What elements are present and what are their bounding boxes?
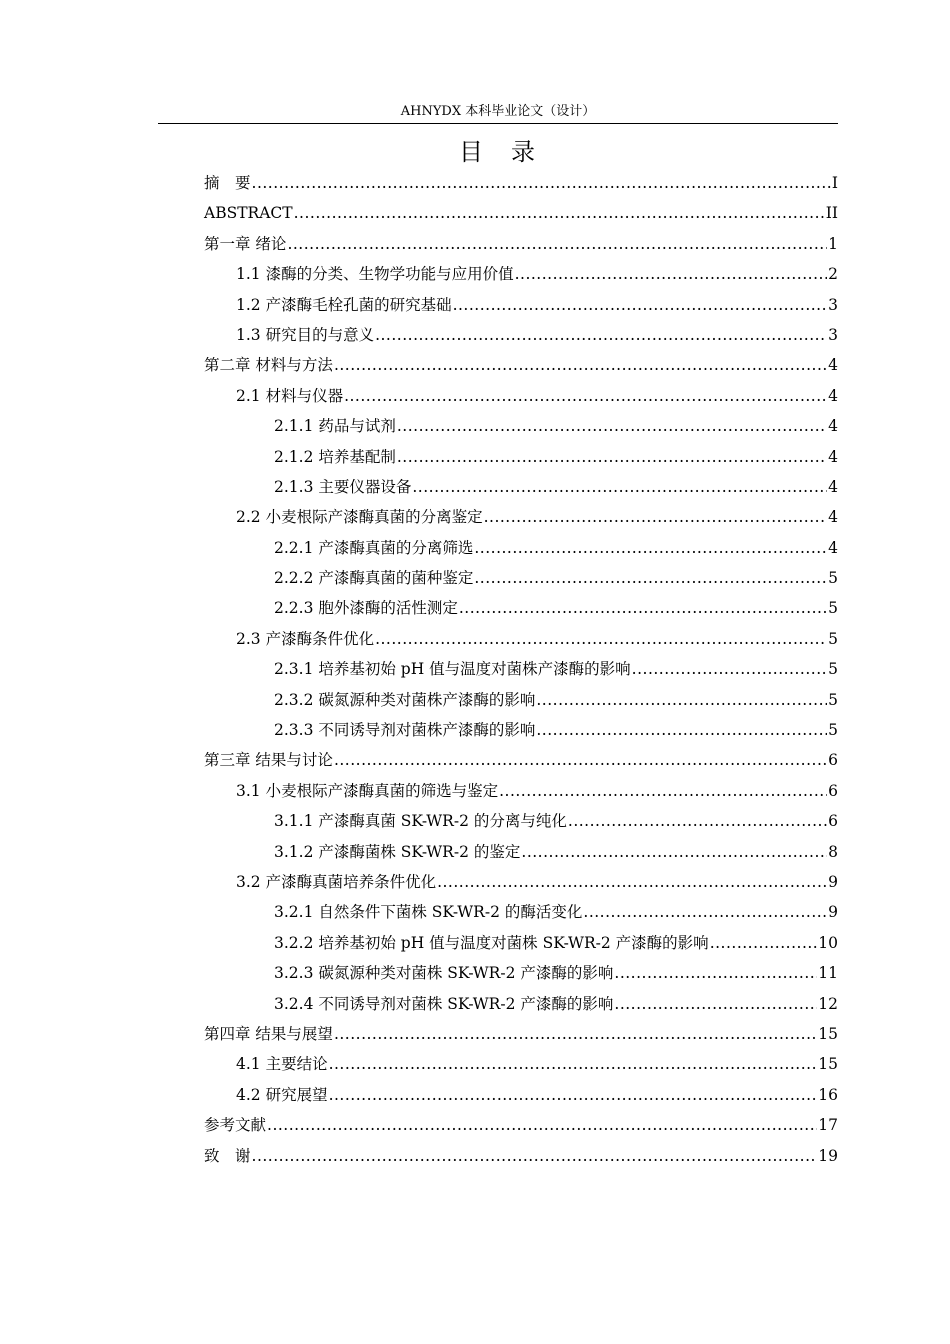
toc-entry-title: 2.1.3 主要仪器设备 [274,477,412,496]
toc-dot-leader [515,259,828,289]
toc-dot-leader [397,411,827,441]
toc-dot-leader [437,867,827,897]
toc-dot-leader [459,593,827,623]
toc-dot-leader [329,1080,818,1110]
toc-entry-page-number: 19 [818,1146,838,1165]
toc-dot-leader [334,350,827,380]
toc-entry[interactable] [204,381,838,411]
toc-entry-page-number: 15 [818,1055,838,1074]
toc-entry-title: 3.1.1 产漆酶真菌 SK-WR-2 的分离与纯化 [274,812,567,831]
toc-entry[interactable] [204,685,838,715]
toc-entry-page-number: 5 [828,690,838,709]
toc-dot-leader [267,1110,817,1140]
toc-entry-title: 第二章 材料与方法 [204,356,333,375]
toc-entry-title: 4.2 研究展望 [236,1085,328,1104]
toc-entry[interactable] [204,229,838,259]
header-divider [158,123,838,124]
toc-entry-page-number: 4 [828,356,838,375]
toc-dot-leader [536,685,827,715]
toc-entry[interactable] [204,989,838,1019]
toc-entry-page-number: 5 [828,660,838,679]
toc-dot-leader [294,198,825,228]
table-of-contents [204,168,838,1171]
toc-entry[interactable] [204,442,838,472]
toc-entry[interactable] [204,745,838,775]
toc-entry[interactable] [204,1110,838,1140]
toc-entry[interactable] [204,624,838,654]
toc-entry-page-number: 5 [828,599,838,618]
toc-entry-title: 3.1.2 产漆酶菌株 SK-WR-2 的鉴定 [274,842,521,861]
toc-dot-leader [710,928,818,958]
toc-entry[interactable] [204,563,838,593]
toc-entry-page-number: 9 [828,903,838,922]
toc-dot-leader [453,290,828,320]
toc-entry-page-number: 10 [818,933,838,952]
toc-entry-page-number: 5 [828,569,838,588]
toc-entry-page-number: 1 [828,234,838,253]
toc-dot-leader [329,1049,818,1079]
toc-dot-leader [252,1141,818,1171]
toc-entry[interactable] [204,1080,838,1110]
toc-entry-title: 2.2 小麦根际产漆酶真菌的分离鉴定 [236,508,483,527]
toc-dot-leader [375,320,827,350]
toc-entry-page-number: 4 [828,477,838,496]
toc-entry-page-number: 6 [828,781,838,800]
toc-dot-leader [568,806,827,836]
toc-entry[interactable] [204,502,838,532]
toc-entry[interactable] [204,1141,838,1171]
toc-dot-leader [344,381,827,411]
toc-entry-page-number: 12 [818,994,838,1013]
toc-dot-leader [614,989,817,1019]
toc-entry[interactable] [204,837,838,867]
toc-entry-title: 1.2 产漆酶毛栓孔菌的研究基础 [236,295,452,314]
toc-entry[interactable] [204,654,838,684]
toc-dot-leader [583,897,827,927]
toc-entry[interactable] [204,259,838,289]
toc-entry[interactable] [204,897,838,927]
toc-entry-title: 第三章 结果与讨论 [204,751,333,770]
toc-dot-leader [375,624,827,654]
toc-entry-title: 2.1.1 药品与试剂 [274,417,396,436]
toc-entry[interactable] [204,776,838,806]
toc-entry-page-number: I [831,174,838,192]
toc-entry-title: 3.2 产漆酶真菌培养条件优化 [236,872,437,891]
toc-dot-leader [474,563,827,593]
toc-entry-page-number: 15 [818,1024,838,1043]
toc-entry[interactable] [204,472,838,502]
toc-dot-leader [412,472,827,502]
toc-entry-title: 2.2.2 产漆酶真菌的菌种鉴定 [274,569,474,588]
toc-entry[interactable] [204,1049,838,1079]
toc-entry-page-number: 4 [828,386,838,405]
toc-entry-title: 致 谢 [204,1146,251,1165]
toc-entry[interactable] [204,715,838,745]
toc-dot-leader [632,654,827,684]
toc-dot-leader [474,533,827,563]
toc-entry-title: 摘 要 [204,174,251,192]
toc-dot-leader [614,958,817,988]
toc-entry-title: 2.3 产漆酶条件优化 [236,629,375,648]
toc-entry-page-number: 16 [818,1085,838,1104]
toc-entry-title: 1.3 研究目的与意义 [236,325,375,344]
toc-entry-page-number: 3 [828,295,838,314]
toc-entry-title: 2.3.1 培养基初始 pH 值与温度对菌株产漆酶的影响 [274,660,631,679]
toc-entry-title: 2.3.3 不同诱导剂对菌株产漆酶的影响 [274,721,536,740]
running-header: AHNYDX 本科毕业论文（设计） [400,104,596,119]
toc-dot-leader [397,442,827,472]
toc-entry[interactable] [204,593,838,623]
toc-entry-page-number: II [825,204,838,223]
toc-entry[interactable] [204,350,838,380]
toc-entry[interactable] [204,806,838,836]
toc-entry-title: 4.1 主要结论 [236,1055,328,1074]
toc-entry-page-number: 4 [828,538,838,557]
toc-dot-leader [334,745,827,775]
toc-title: 目 录 [459,138,537,166]
toc-entry-page-number: 8 [828,842,838,861]
toc-dot-leader [334,1019,817,1049]
toc-dot-leader [521,837,827,867]
toc-entry-page-number: 2 [828,265,838,284]
toc-entry[interactable] [204,411,838,441]
toc-entry-page-number: 6 [828,751,838,770]
toc-entry[interactable] [204,320,838,350]
toc-entry-title: 2.2.3 胞外漆酶的活性测定 [274,599,458,618]
toc-entry-title: ABSTRACT [204,204,293,223]
toc-entry-page-number: 4 [828,447,838,466]
toc-entry-title: 第四章 结果与展望 [204,1024,333,1043]
toc-entry-title: 3.2.3 碳氮源种类对菌株 SK-WR-2 产漆酶的影响 [274,964,614,983]
toc-entry[interactable] [204,168,838,198]
toc-entry-title: 2.3.2 碳氮源种类对菌株产漆酶的影响 [274,690,536,709]
toc-dot-leader [252,168,831,198]
toc-entry-title: 2.2.1 产漆酶真菌的分离筛选 [274,538,474,557]
toc-entry-title: 2.1.2 培养基配制 [274,447,396,466]
toc-dot-leader [499,776,827,806]
toc-entry-title: 3.2.2 培养基初始 pH 值与温度对菌株 SK-WR-2 产漆酶的影响 [274,933,709,952]
toc-entry-title: 1.1 漆酶的分类、生物学功能与应用价值 [236,265,514,284]
toc-entry-page-number: 3 [828,325,838,344]
toc-entry-title: 2.1 材料与仪器 [236,386,344,405]
toc-entry-page-number: 17 [818,1116,838,1135]
toc-entry-page-number: 5 [828,721,838,740]
toc-dot-leader [536,715,827,745]
toc-entry-title: 参考文献 [204,1116,267,1135]
toc-entry[interactable] [204,198,838,228]
toc-entry-page-number: 4 [828,508,838,527]
toc-entry[interactable] [204,867,838,897]
toc-entry[interactable] [204,958,838,988]
toc-dot-leader [287,229,827,259]
toc-entry[interactable] [204,533,838,563]
toc-entry-page-number: 11 [818,964,838,983]
toc-entry-title: 3.2.1 自然条件下菌株 SK-WR-2 的酶活变化 [274,903,583,922]
toc-entry-title: 第一章 绪论 [204,234,287,253]
toc-entry[interactable] [204,928,838,958]
toc-entry-title: 3.1 小麦根际产漆酶真菌的筛选与鉴定 [236,781,499,800]
toc-entry-page-number: 4 [828,417,838,436]
toc-entry[interactable] [204,290,838,320]
toc-dot-leader [484,502,828,532]
toc-entry[interactable] [204,1019,838,1049]
toc-entry-page-number: 6 [828,812,838,831]
toc-entry-title: 3.2.4 不同诱导剂对菌株 SK-WR-2 产漆酶的影响 [274,994,614,1013]
toc-entry-page-number: 9 [828,872,838,891]
toc-entry-page-number: 5 [828,629,838,648]
